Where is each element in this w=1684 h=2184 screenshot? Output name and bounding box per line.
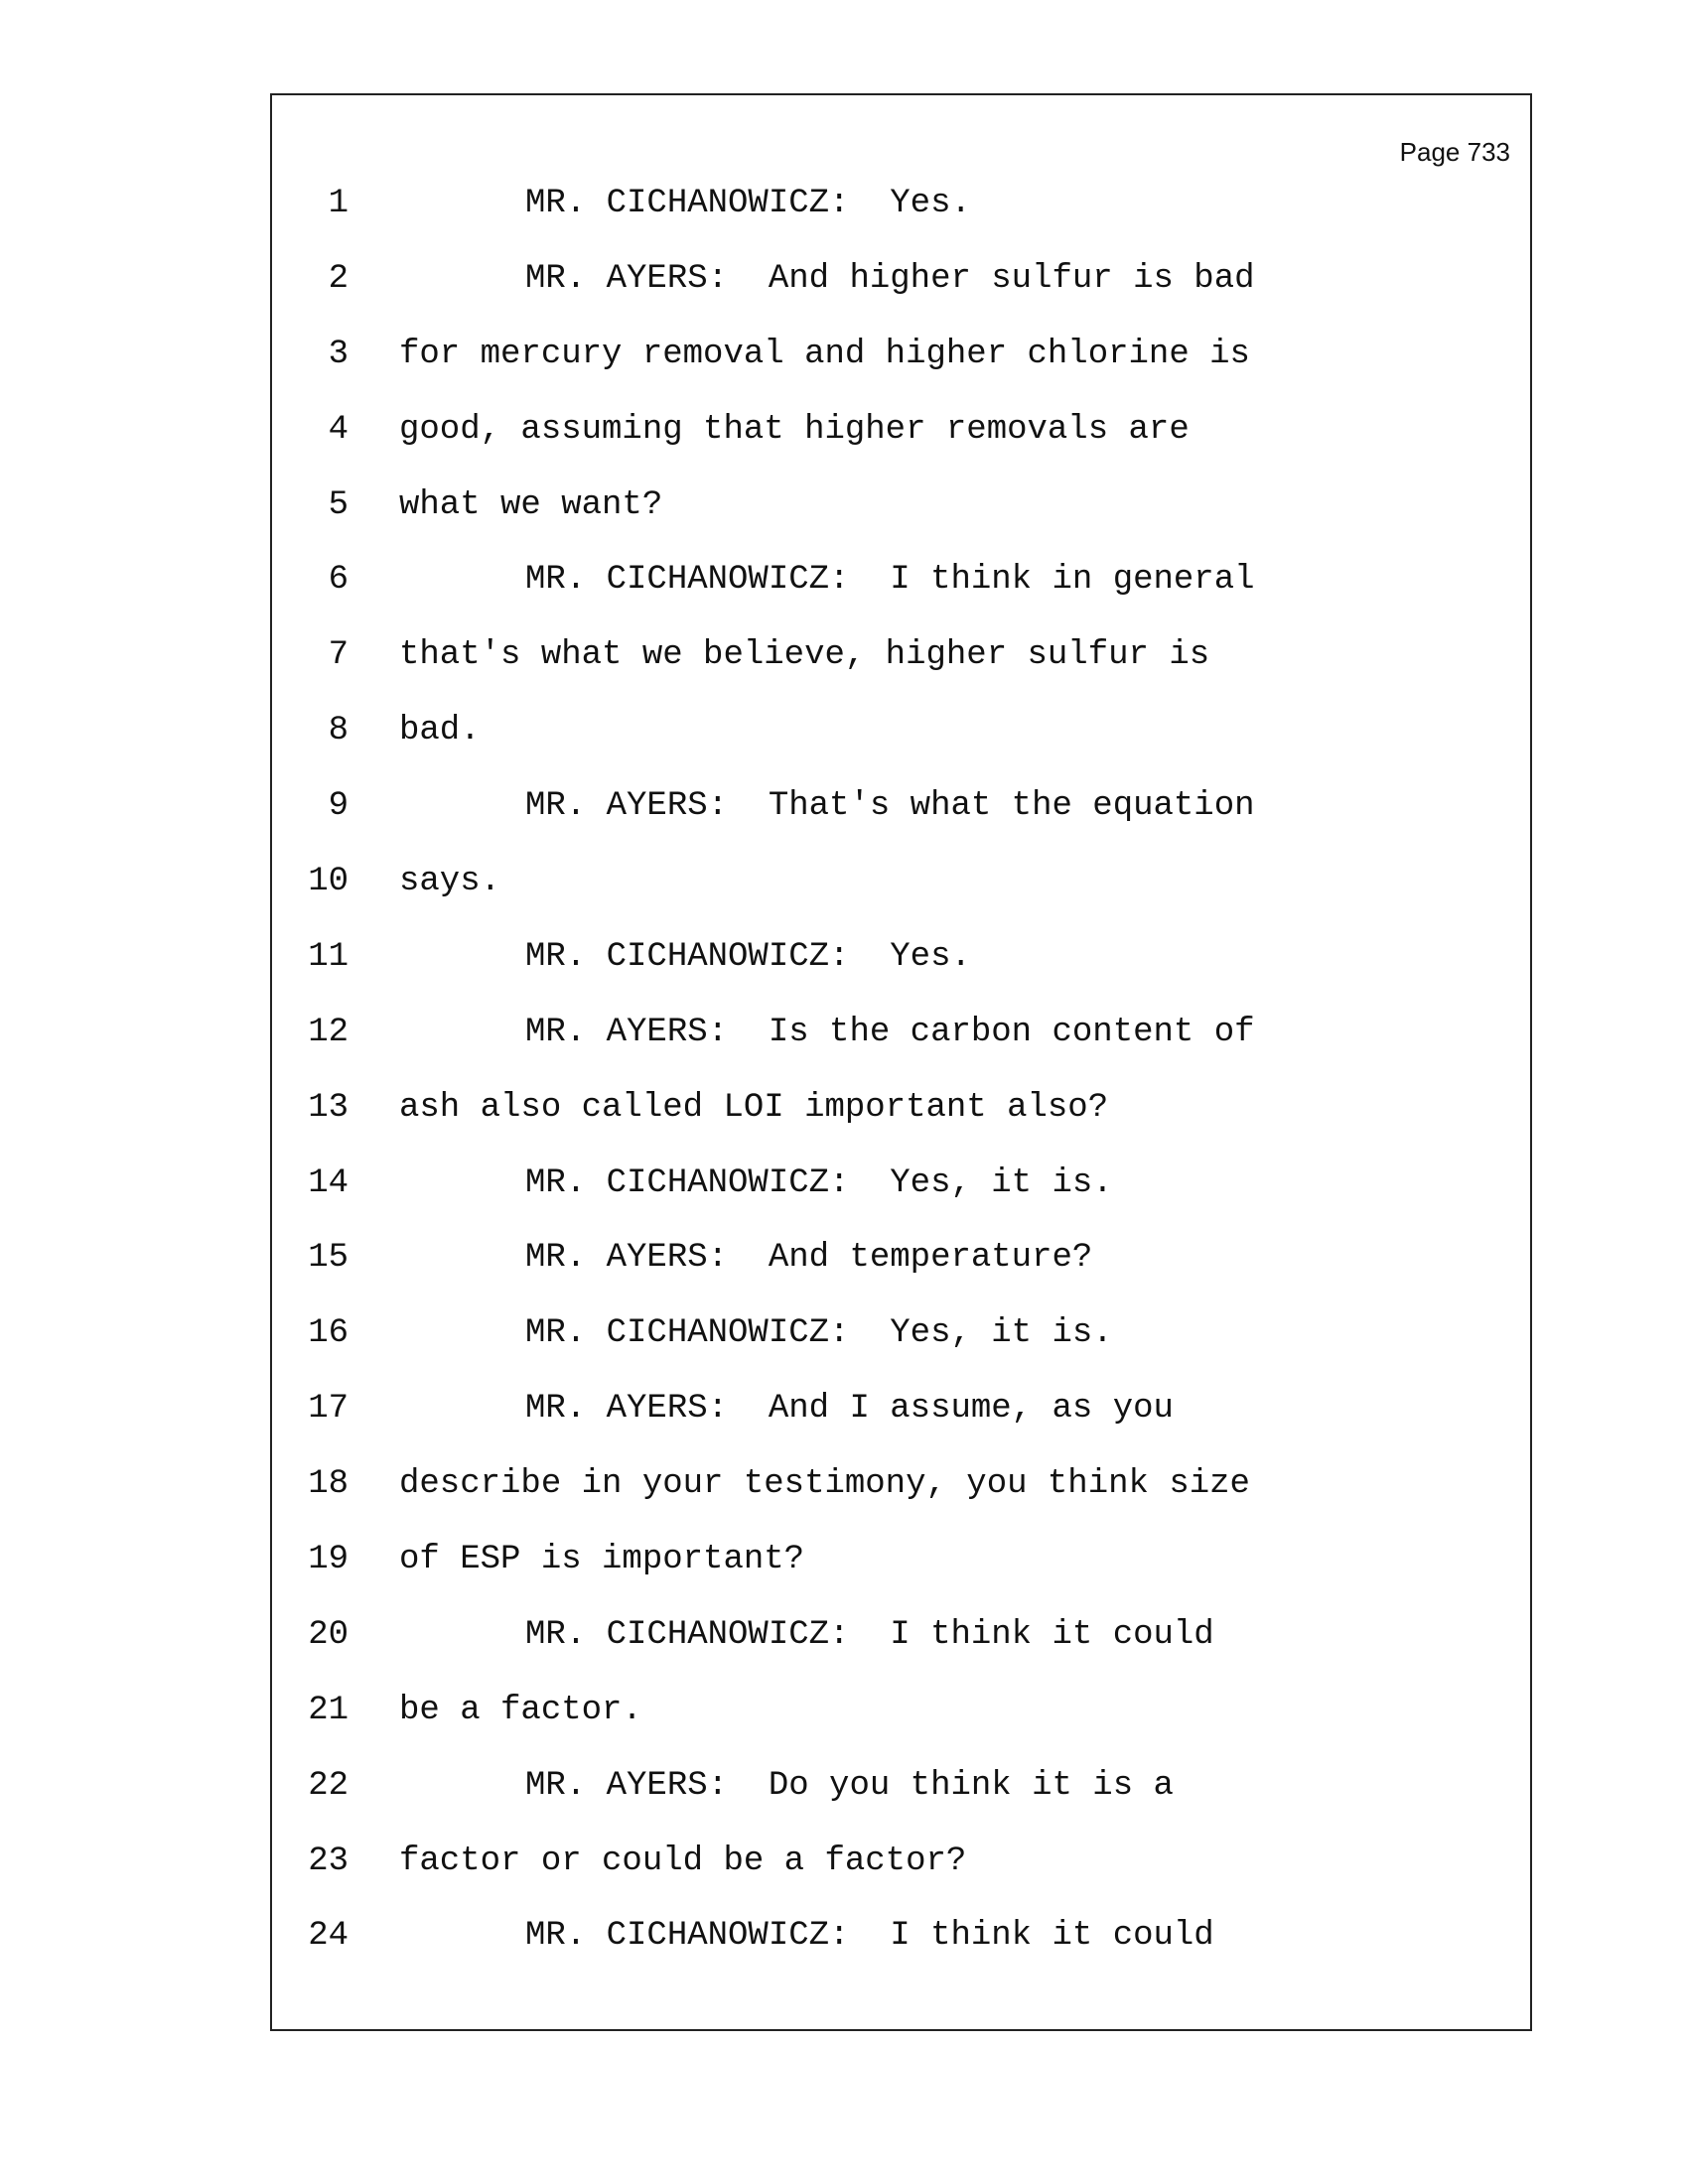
line-text: that's what we believe, higher sulfur is (399, 636, 1210, 675)
line-text: what we want? (399, 485, 663, 524)
line-text: factor or could be a factor? (399, 1842, 967, 1880)
line-number: 17 (308, 1390, 349, 1429)
transcript-line (272, 260, 1530, 336)
line-number: 16 (308, 1314, 349, 1353)
line-text: MR. AYERS: Do you think it is a (525, 1766, 1174, 1805)
transcript-line (272, 636, 1530, 712)
transcript-line (272, 712, 1530, 787)
line-number: 22 (308, 1766, 349, 1805)
transcript-line (272, 1692, 1530, 1767)
transcript-line (272, 411, 1530, 486)
line-number: 23 (308, 1842, 349, 1880)
line-number: 4 (328, 410, 349, 449)
transcript-line (272, 938, 1530, 1014)
line-text: bad. (399, 712, 481, 751)
transcript-line (272, 1917, 1530, 1992)
line-text: MR. CICHANOWICZ: Yes. (525, 185, 971, 222)
transcript-line (272, 1616, 1530, 1692)
transcript-line (272, 336, 1530, 411)
line-number: 8 (328, 712, 349, 751)
line-number: 18 (308, 1465, 349, 1504)
line-number: 24 (308, 1917, 349, 1956)
line-number: 2 (328, 259, 349, 298)
line-text: MR. CICHANOWICZ: I think it could (525, 1615, 1214, 1654)
transcript-line (272, 1314, 1530, 1390)
transcript-line (272, 486, 1530, 562)
transcript-line (272, 185, 1530, 260)
line-text: MR. AYERS: And I assume, as you (525, 1390, 1174, 1429)
transcript-line (272, 1014, 1530, 1089)
line-text: MR. CICHANOWICZ: Yes, it is. (525, 1163, 1113, 1202)
line-number: 15 (308, 1239, 349, 1278)
line-text: describe in your testimony, you think size (399, 1465, 1250, 1504)
transcript-line (272, 863, 1530, 938)
transcript-page (270, 93, 1532, 2031)
line-text: good, assuming that higher removals are (399, 410, 1190, 449)
line-text: MR. AYERS: And temperature? (525, 1239, 1093, 1278)
line-number: 6 (328, 561, 349, 600)
line-number: 5 (328, 485, 349, 524)
transcript-line (272, 1541, 1530, 1616)
line-number: 19 (308, 1541, 349, 1579)
line-text: says. (399, 863, 501, 901)
line-number: 20 (308, 1615, 349, 1654)
line-number: 14 (308, 1163, 349, 1202)
transcript-line (272, 1390, 1530, 1465)
transcript-line (272, 787, 1530, 863)
transcript-line (272, 1843, 1530, 1918)
line-number: 7 (328, 636, 349, 675)
line-text: MR. AYERS: And higher sulfur is bad (525, 259, 1255, 298)
line-text: ash also called LOI important also? (399, 1088, 1109, 1127)
line-text: MR. CICHANOWICZ: Yes, it is. (525, 1314, 1113, 1353)
page-number: Page 733 (1399, 137, 1510, 167)
line-number: 10 (308, 863, 349, 901)
transcript-line (272, 1089, 1530, 1164)
line-number: 9 (328, 787, 349, 826)
transcript-lines (272, 185, 1530, 1992)
line-text: of ESP is important? (399, 1541, 805, 1579)
line-text: MR. CICHANOWICZ: Yes. (525, 937, 971, 976)
line-number: 13 (308, 1088, 349, 1127)
line-text: MR. AYERS: That's what the equation (525, 787, 1255, 826)
transcript-line (272, 1239, 1530, 1314)
line-text: MR. CICHANOWICZ: I think it could (525, 1917, 1214, 1956)
transcript-line (272, 1164, 1530, 1240)
line-text: for mercury removal and higher chlorine is (399, 335, 1250, 373)
line-text: MR. CICHANOWICZ: I think in general (525, 561, 1255, 600)
line-number: 21 (308, 1691, 349, 1729)
transcript-line (272, 561, 1530, 636)
line-number: 3 (328, 335, 349, 373)
line-number: 1 (328, 185, 349, 222)
transcript-line (272, 1465, 1530, 1541)
transcript-line (272, 1767, 1530, 1843)
line-text: be a factor. (399, 1691, 642, 1729)
line-text: MR. AYERS: Is the carbon content of (525, 1013, 1255, 1051)
line-number: 12 (308, 1013, 349, 1051)
line-number: 11 (308, 937, 349, 976)
